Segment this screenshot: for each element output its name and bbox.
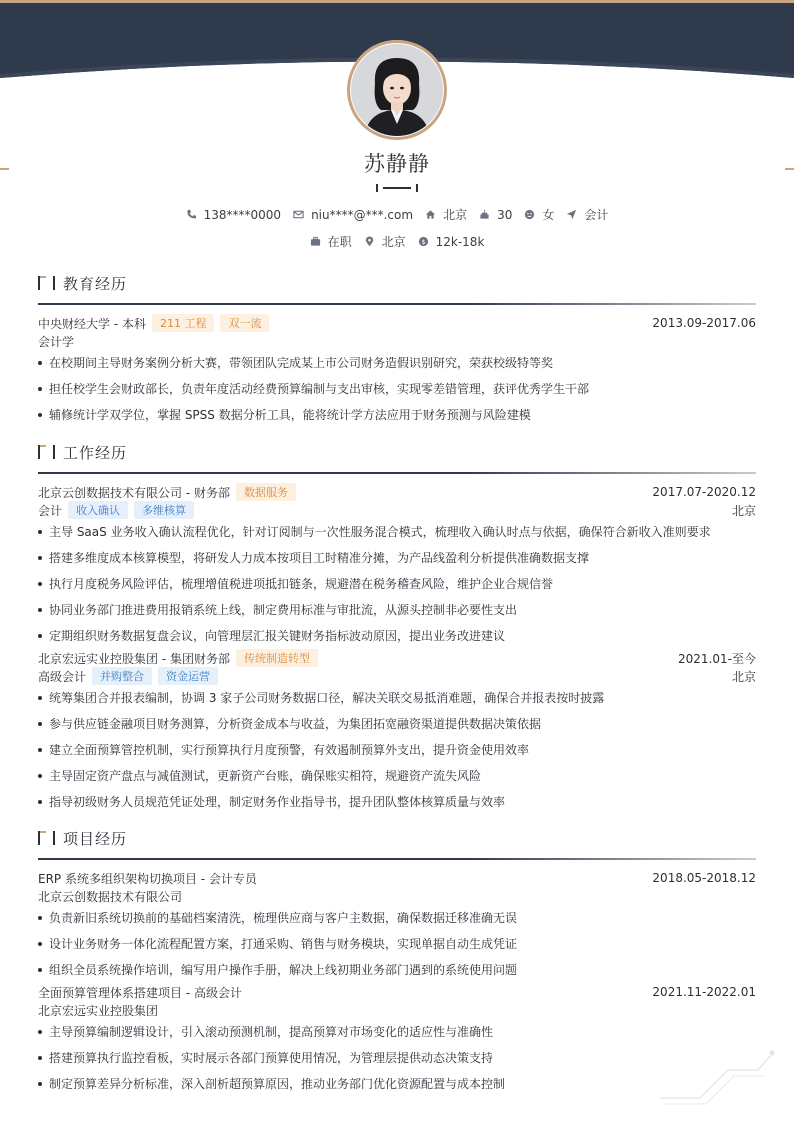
list-item: 组织全员系统操作培训，编写用户操作手册，解决上线初期业务部门遇到的系统使用问题	[38, 957, 756, 983]
list-item: 制定预算差异分析标准，深入剖析超预算原因，推动业务部门优化资源配置与成本控制	[38, 1071, 756, 1097]
city-text: 北京	[443, 208, 468, 222]
name-divider	[376, 183, 418, 193]
section-divider	[38, 303, 756, 305]
project-entry	[38, 983, 756, 1097]
corner-decoration	[660, 1048, 780, 1106]
work-section	[38, 442, 756, 815]
gender-item	[524, 206, 554, 223]
work-header	[38, 442, 756, 462]
expected-city-item	[364, 233, 406, 250]
list-item: 主导预算编制逻辑设计，引入滚动预测机制，提高预算对市场变化的适应性与准确性	[38, 1019, 756, 1045]
age-item	[479, 208, 512, 222]
section-marker-icon	[38, 276, 55, 290]
location-icon	[364, 236, 375, 247]
project-entry	[38, 869, 756, 983]
education-entry	[38, 314, 756, 428]
school-tag: 双一流	[220, 314, 269, 332]
job-role: 高级会计	[38, 669, 87, 684]
cake-icon	[479, 209, 490, 220]
industry-tag: 传统制造转型	[236, 649, 318, 667]
list-item: 定期组织财务数据复盘会议，向管理层汇报关键财务指标波动原因，提出业务改进建议	[38, 623, 756, 649]
job-role: 会计	[38, 503, 63, 518]
face-icon	[524, 209, 535, 220]
section-divider	[38, 858, 756, 860]
phone-icon	[186, 209, 197, 220]
job-item	[566, 206, 608, 223]
education-section	[38, 273, 756, 428]
education-bullets	[38, 350, 756, 428]
list-item: 辅修统计学双学位，掌握 SPSS 数据分析工具，能将统计学方法应用于财务预测与风险建模	[38, 402, 756, 428]
education-date: 2013.09-2017.06	[652, 316, 756, 330]
list-item: 指导初级财务人员规范凭证处理，制定财务作业指导书，提升团队整体核算质量与效率	[38, 789, 756, 815]
list-item: 搭建预算执行监控看板，实时展示各部门预算使用情况，为管理层提供动态决策支持	[38, 1045, 756, 1071]
list-item: 参与供应链金融项目财务测算，分析资金成本与收益，为集团拓宽融资渠道提供数据决策依据	[38, 711, 756, 737]
work-entry	[38, 483, 756, 649]
phone-text: 138****0000	[203, 207, 282, 222]
list-item: 搭建多维度成本核算模型，将研发人力成本按项目工时精准分摊，为产品线盈利分析提供准确数据支撑	[38, 545, 756, 571]
city-item	[425, 206, 467, 223]
major: 会计学	[38, 334, 75, 349]
avatar	[351, 44, 443, 136]
list-item: 设计业务财务一体化流程配置方案，打通采购、销售与财务模块，实现单据自动生成凭证	[38, 931, 756, 957]
gender-text: 女	[542, 208, 555, 222]
list-item: 主导固定资产盘点与减值测试，更新资产台账，确保账实相符，规避资产流失风险	[38, 763, 756, 789]
briefcase-icon	[310, 236, 321, 247]
email-text: niu****@***.com	[311, 207, 414, 222]
work-entry	[38, 649, 756, 815]
education-header	[38, 273, 756, 293]
list-item: 协同业务部门推进费用报销系统上线，制定费用标准与审批流，从源头控制非必要性支出	[38, 597, 756, 623]
project-name: ERP 系统多组织架构切换项目 - 会计专员	[38, 871, 257, 886]
money-icon	[418, 236, 429, 247]
project-bullets	[38, 905, 756, 983]
skill-tag: 资金运营	[158, 667, 218, 685]
list-item: 负责新旧系统切换前的基础档案清洗，梳理供应商与客户主数据，确保数据迁移准确无误	[38, 905, 756, 931]
education-title: 教育经历	[63, 274, 128, 293]
work-date: 2017.07-2020.12	[652, 485, 756, 499]
project-date: 2018.05-2018.12	[652, 871, 756, 885]
project-date: 2021.11-2022.01	[652, 985, 756, 999]
mail-icon	[293, 209, 304, 220]
list-item: 主导 SaaS 业务收入确认流程优化，针对订阅制与一次性服务混合模式，梳理收入确认时点与依据，确保符合新收入准则要求	[38, 519, 756, 545]
job-text: 会计	[584, 208, 609, 222]
send-icon	[566, 209, 577, 220]
salary-text: 12k-18k	[435, 234, 485, 249]
skill-tag: 收入确认	[68, 501, 128, 519]
list-item: 执行月度税务风险评估，梳理增值税进项抵扣链条，规避潜在税务稽查风险，维护企业合规信誉	[38, 571, 756, 597]
industry-tag: 数据服务	[236, 483, 296, 501]
list-item: 在校期间主导财务案例分析大赛，带领团队完成某上市公司财务造假识别研究，荣获校级特等奖	[38, 350, 756, 376]
work-bullets	[38, 685, 756, 815]
contact-row	[0, 206, 794, 223]
work-bullets	[38, 519, 756, 649]
projects-section	[38, 828, 756, 1097]
status-row	[0, 233, 794, 250]
project-name: 全面预算管理体系搭建项目 - 高级会计	[38, 985, 242, 1000]
section-marker-icon	[38, 831, 55, 845]
school-name: 中央财经大学 - 本科	[38, 316, 146, 331]
company-name: 北京云创数据技术有限公司 - 财务部	[38, 485, 230, 500]
projects-header	[38, 828, 756, 848]
work-title: 工作经历	[63, 443, 128, 462]
svg-text:$: $	[421, 237, 426, 246]
project-bullets	[38, 1019, 756, 1097]
work-date: 2021.01-至今	[678, 651, 756, 666]
project-org: 北京云创数据技术有限公司	[38, 889, 183, 904]
home-icon	[425, 209, 436, 220]
list-item: 担任校学生会财政部长，负责年度活动经费预算编制与支出审核，实现零差错管理，获评优秀学生干部	[38, 376, 756, 402]
list-item: 统筹集团合并报表编制，协调 3 家子公司财务数据口径，解决关联交易抵消难题，确保合并报表按时披露	[38, 685, 756, 711]
status-text: 在职	[327, 235, 352, 249]
email-item	[293, 208, 413, 222]
school-tag: 211 工程	[152, 314, 215, 332]
section-marker-icon	[38, 445, 55, 459]
list-item: 建立全面预算管控机制，实行预算执行月度预警，有效遏制预算外支出，提升资金使用效率	[38, 737, 756, 763]
expected-city-text: 北京	[381, 235, 406, 249]
skill-tag: 并购整合	[92, 667, 152, 685]
status-item	[310, 233, 352, 250]
section-divider	[38, 472, 756, 474]
salary-item	[418, 235, 485, 249]
company-name: 北京宏远实业控股集团 - 集团财务部	[38, 651, 230, 666]
skill-tag: 多维核算	[134, 501, 194, 519]
work-location: 北京	[731, 669, 756, 684]
project-org: 北京宏远实业控股集团	[38, 1003, 159, 1018]
projects-title: 项目经历	[63, 829, 128, 848]
phone-item	[186, 208, 281, 222]
candidate-name: 苏静静	[364, 152, 430, 176]
work-location: 北京	[731, 503, 756, 518]
age-text: 30	[497, 207, 513, 222]
